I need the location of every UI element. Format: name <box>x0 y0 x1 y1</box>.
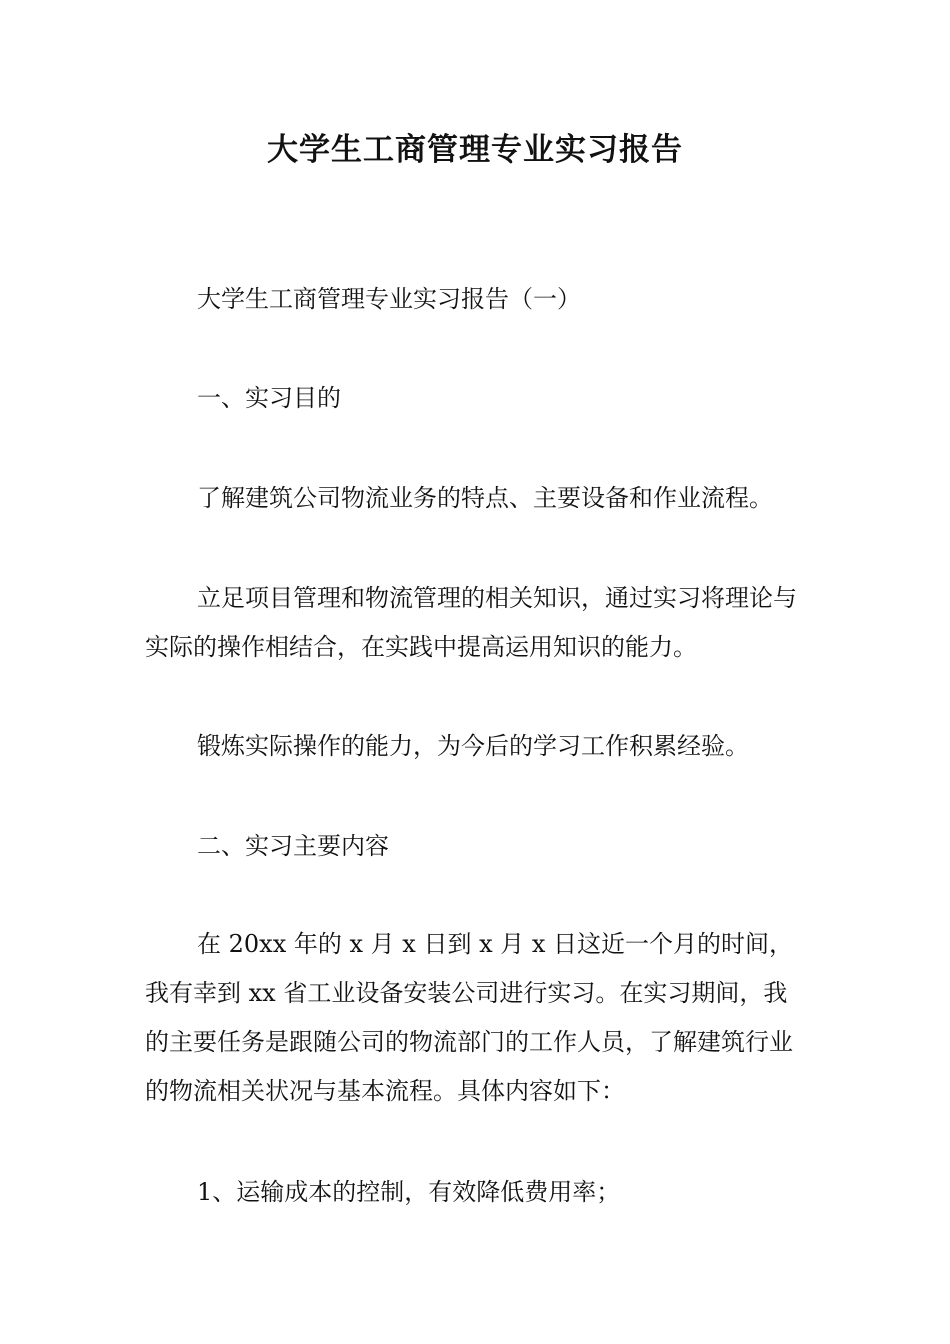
paragraph-purpose-3: 锻炼实际操作的能力，为今后的学习工作积累经验。 <box>197 732 749 760</box>
paragraph-content-intro: 在 20xx 年的 x 月 x 日到 x 月 x 日这近一个月的时间，我有幸到 xx 省工业设备安装公司进行实习。在实习期间，我的主要任务是跟随公司的物流部门的工作人员，了解建筑行业的物流相关状况与基本流程。具体内容如下： <box>145 930 794 1105</box>
subtitle-paragraph: 大学生工商管理专业实习报告（一） <box>197 285 581 313</box>
section-heading-content: 二、实习主要内容 <box>197 832 389 860</box>
section-heading-purpose: 一、实习目的 <box>197 384 341 412</box>
document-title: 大学生工商管理专业实习报告 <box>267 132 683 168</box>
paragraph-purpose-2: 立足项目管理和物流管理的相关知识，通过实习将理论与实际的操作相结合，在实践中提高运用知识的能力。 <box>145 584 797 661</box>
paragraph-content-item-1: 1、运输成本的控制，有效降低费用率； <box>197 1178 621 1206</box>
paragraph-purpose-1: 了解建筑公司物流业务的特点、主要设备和作业流程。 <box>197 484 773 512</box>
